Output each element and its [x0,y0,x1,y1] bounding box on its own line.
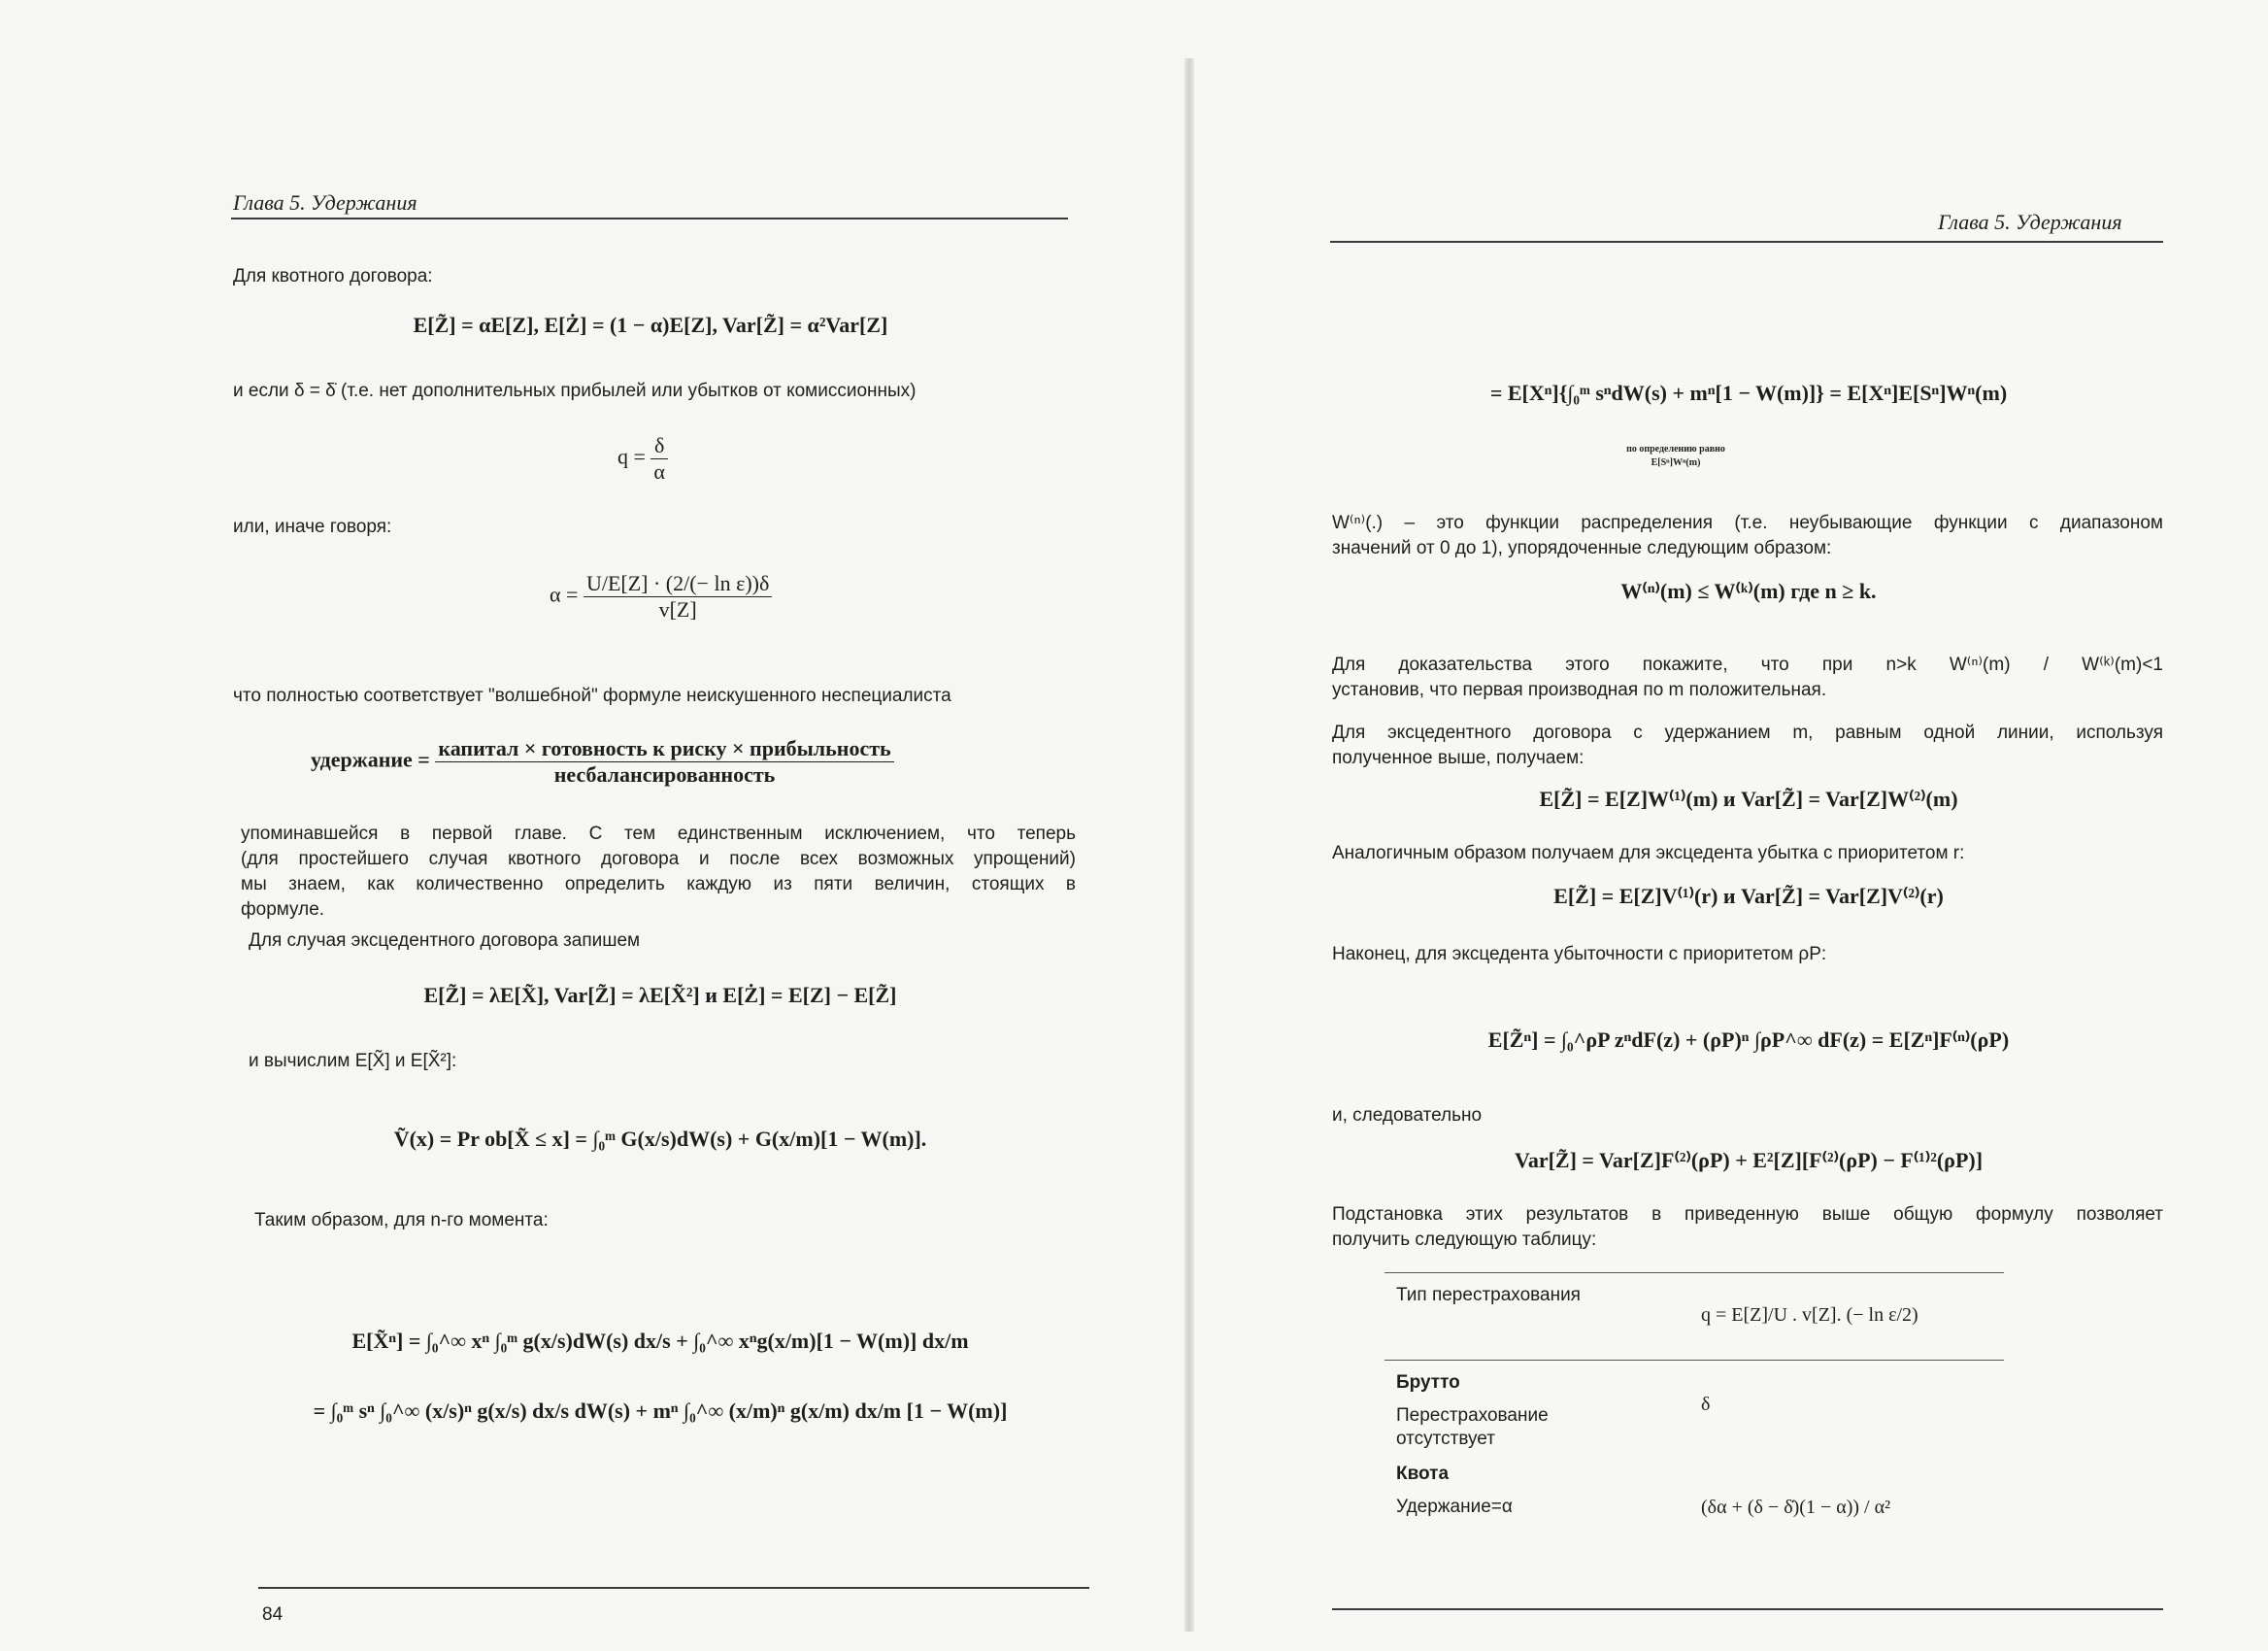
table-row-value: (δα + (δ − δ̇)(1 − α)) / α² [1701,1497,1891,1518]
text-line: мы знаем, как количественно определить каждую из пяти величин, стоящих в [241,874,1076,894]
book-spine [1184,58,1194,1632]
formula-text: E[Z̃] = αE[Z], E[Ż] = (1 − α)E[Z], Var[Z̃] = α²Var[Z] [413,313,888,337]
left-paragraph-block [241,822,1076,923]
text-line: (для простейшего случая квотного договора и после всех возможных упрощений) [241,849,1076,869]
table-row-label-line-2: отсутствует [1396,1429,1495,1449]
table-section-quota: Квота [1396,1464,1450,1484]
right-paragraph: Аналогичным образом получаем для эксцедента убытка с приоритетом r: [1332,843,1965,863]
formula-lhs: q = [617,444,646,469]
text-line: значений от 0 до 1), упорядоченные следующим образом: [1332,538,1832,558]
formula-text: Ṽ(x) = Pr ob[X̃ ≤ x] = ∫₀ᵐ G(x/s)dW(s) + G(x/m)[1 − W(m)]. [393,1127,927,1151]
table-row-value: δ [1701,1394,1711,1415]
left-formula [233,313,1068,338]
left-formula [243,1329,1078,1354]
fraction [650,433,668,485]
table-row-label: Удержание=α [1396,1497,1513,1517]
fraction-denominator: α [653,459,665,484]
table-top-rule [1384,1272,2004,1273]
right-formula [1332,1028,2165,1053]
table-header-rule [1384,1360,2004,1361]
formula-text: E[Z̃ⁿ] = ∫₀^ρP zⁿdF(z) + (ρP)ⁿ ∫ρP^∞ dF(z) = E[Zⁿ]F⁽ⁿ⁾(ρP) [1487,1028,2010,1052]
table-section-brutto: Брутто [1396,1372,1460,1393]
left-formula-retention [311,736,894,788]
formula-text: = ∫₀ᵐ sⁿ ∫₀^∞ (x/s)ⁿ g(x/s) dx/s dW(s) + mⁿ ∫₀^∞ (x/m)ⁿ g(x/m) dx/m [1 − W(m)] [313,1398,1008,1423]
right-footer-rule [1332,1608,2163,1610]
left-paragraph: и вычислим E[X̃] и E[X̃²]: [249,1051,457,1071]
left-header-rule [231,218,1068,219]
formula-text: E[Z̃] = E[Z]W⁽¹⁾(m) и Var[Z̃] = Var[Z]W⁽²⁾(m) [1539,787,1958,811]
table-row-label-line-1: Перестрахование [1396,1405,1549,1426]
right-formula [1332,381,2165,406]
right-paragraph-block [1332,653,2163,703]
page-number: 84 [262,1604,284,1625]
right-paragraph: Наконец, для эксцедента убыточности с приоритетом ρP: [1332,944,1827,964]
right-chapter-header: Глава 5. Удержания [1938,210,2122,234]
fraction-denominator: несбалансированность [553,762,776,787]
fraction-numerator: δ [650,433,668,459]
formula-lhs: α = [550,582,579,607]
left-paragraph: Для случая эксцедентного договора запишем [249,930,641,951]
brace-line-2: E[Sⁿ]Wⁿ(m) [1651,457,1701,468]
text-line: W⁽ⁿ⁾(.) – это функции распределения (т.е. неубывающие функции с диапазоном [1332,513,2163,533]
right-formula [1332,1148,2165,1173]
fraction [584,571,772,623]
right-header-rule [1330,241,2163,243]
left-paragraph: Для квотного договора: [233,266,433,286]
table-header-type: Тип перестрахования [1396,1285,1581,1305]
text-line: получить следующую таблицу: [1332,1230,1597,1250]
text-line: формуле. [241,899,325,920]
left-paragraph: и если δ = δ̇ (т.е. нет дополнительных прибылей или убытков от комиссионных) [233,381,917,401]
brace-annotation [1550,443,1802,470]
left-formula [243,1127,1078,1152]
table-row-label [1396,1404,1549,1451]
text-line: установив, что первая производная по m положительная. [1332,680,1827,700]
formula-text: E[Z̃] = λE[X̃], Var[Z̃] = λE[X̃²] и E[Ż] = E[Z] − E[Z̃] [423,983,897,1007]
left-paragraph: что полностью соответствует "волшебной" формуле неискушенного неспециалиста [233,686,951,706]
fraction-numerator: U/E[Z] · (2/(− ln ε))δ [584,571,772,597]
formula-text: W⁽ⁿ⁾(m) ≤ W⁽ᵏ⁾(m) где n ≥ k. [1620,579,1877,603]
right-page [1186,0,2268,1651]
text-line: Для эксцедентного договора с удержанием m, равным одной линии, используя [1332,723,2163,743]
left-chapter-header: Глава 5. Удержания [233,190,417,215]
formula-lhs: удержание = [311,747,430,772]
formula-text: = E[Xⁿ]{∫₀ᵐ sⁿdW(s) + mⁿ[1 − W(m)]} = E[Xⁿ]E[Sⁿ]Wⁿ(m) [1489,381,2008,405]
right-formula [1332,884,2165,909]
left-formula [243,983,1078,1008]
brace-line-1: по определению равно [1626,444,1725,455]
text-line: полученное выше, получаем: [1332,748,1584,768]
left-formula-q [617,433,668,485]
right-paragraph: и, следовательно [1332,1105,1483,1126]
right-paragraph-block [1332,721,2163,771]
formula-text: Var[Z̃] = Var[Z]F⁽²⁾(ρP) + E²[Z][F⁽²⁾(ρP) − F⁽¹⁾²(ρP)] [1514,1148,1984,1172]
formula-text: E[Z̃] = E[Z]V⁽¹⁾(r) и Var[Z̃] = Var[Z]V⁽²⁾(r) [1553,884,1944,908]
right-formula [1332,787,2165,812]
text-line: Для доказательства этого покажите, что при n>k W⁽ⁿ⁾(m) / W⁽ᵏ⁾(m)<1 [1332,655,2163,675]
left-paragraph: Таким образом, для n-го момента: [254,1210,549,1230]
text-line: упоминавшейся в первой главе. С тем единственным исключением, что теперь [241,824,1076,844]
left-footer-rule [258,1587,1089,1589]
fraction-denominator: v[Z] [658,597,697,622]
fraction [435,736,893,788]
left-formula-alpha [550,571,772,623]
table-header-formula: q = E[Z]/U . v[Z]. (− ln ε/2) [1701,1304,1918,1326]
fraction-numerator: капитал × готовность к риску × прибыльность [435,736,893,762]
formula-text: E[X̃ⁿ] = ∫₀^∞ xⁿ ∫₀ᵐ g(x/s)dW(s) dx/s + ∫₀^∞ xⁿg(x/m)[1 − W(m)] dx/m [351,1329,969,1353]
right-formula [1332,579,2165,604]
left-paragraph: или, иначе говоря: [233,517,392,537]
text-line: Подстановка этих результатов в приведенную выше общую формулу позволяет [1332,1204,2163,1225]
right-paragraph-block [1332,511,2163,561]
left-formula [243,1398,1078,1424]
right-paragraph-block [1332,1202,2163,1253]
